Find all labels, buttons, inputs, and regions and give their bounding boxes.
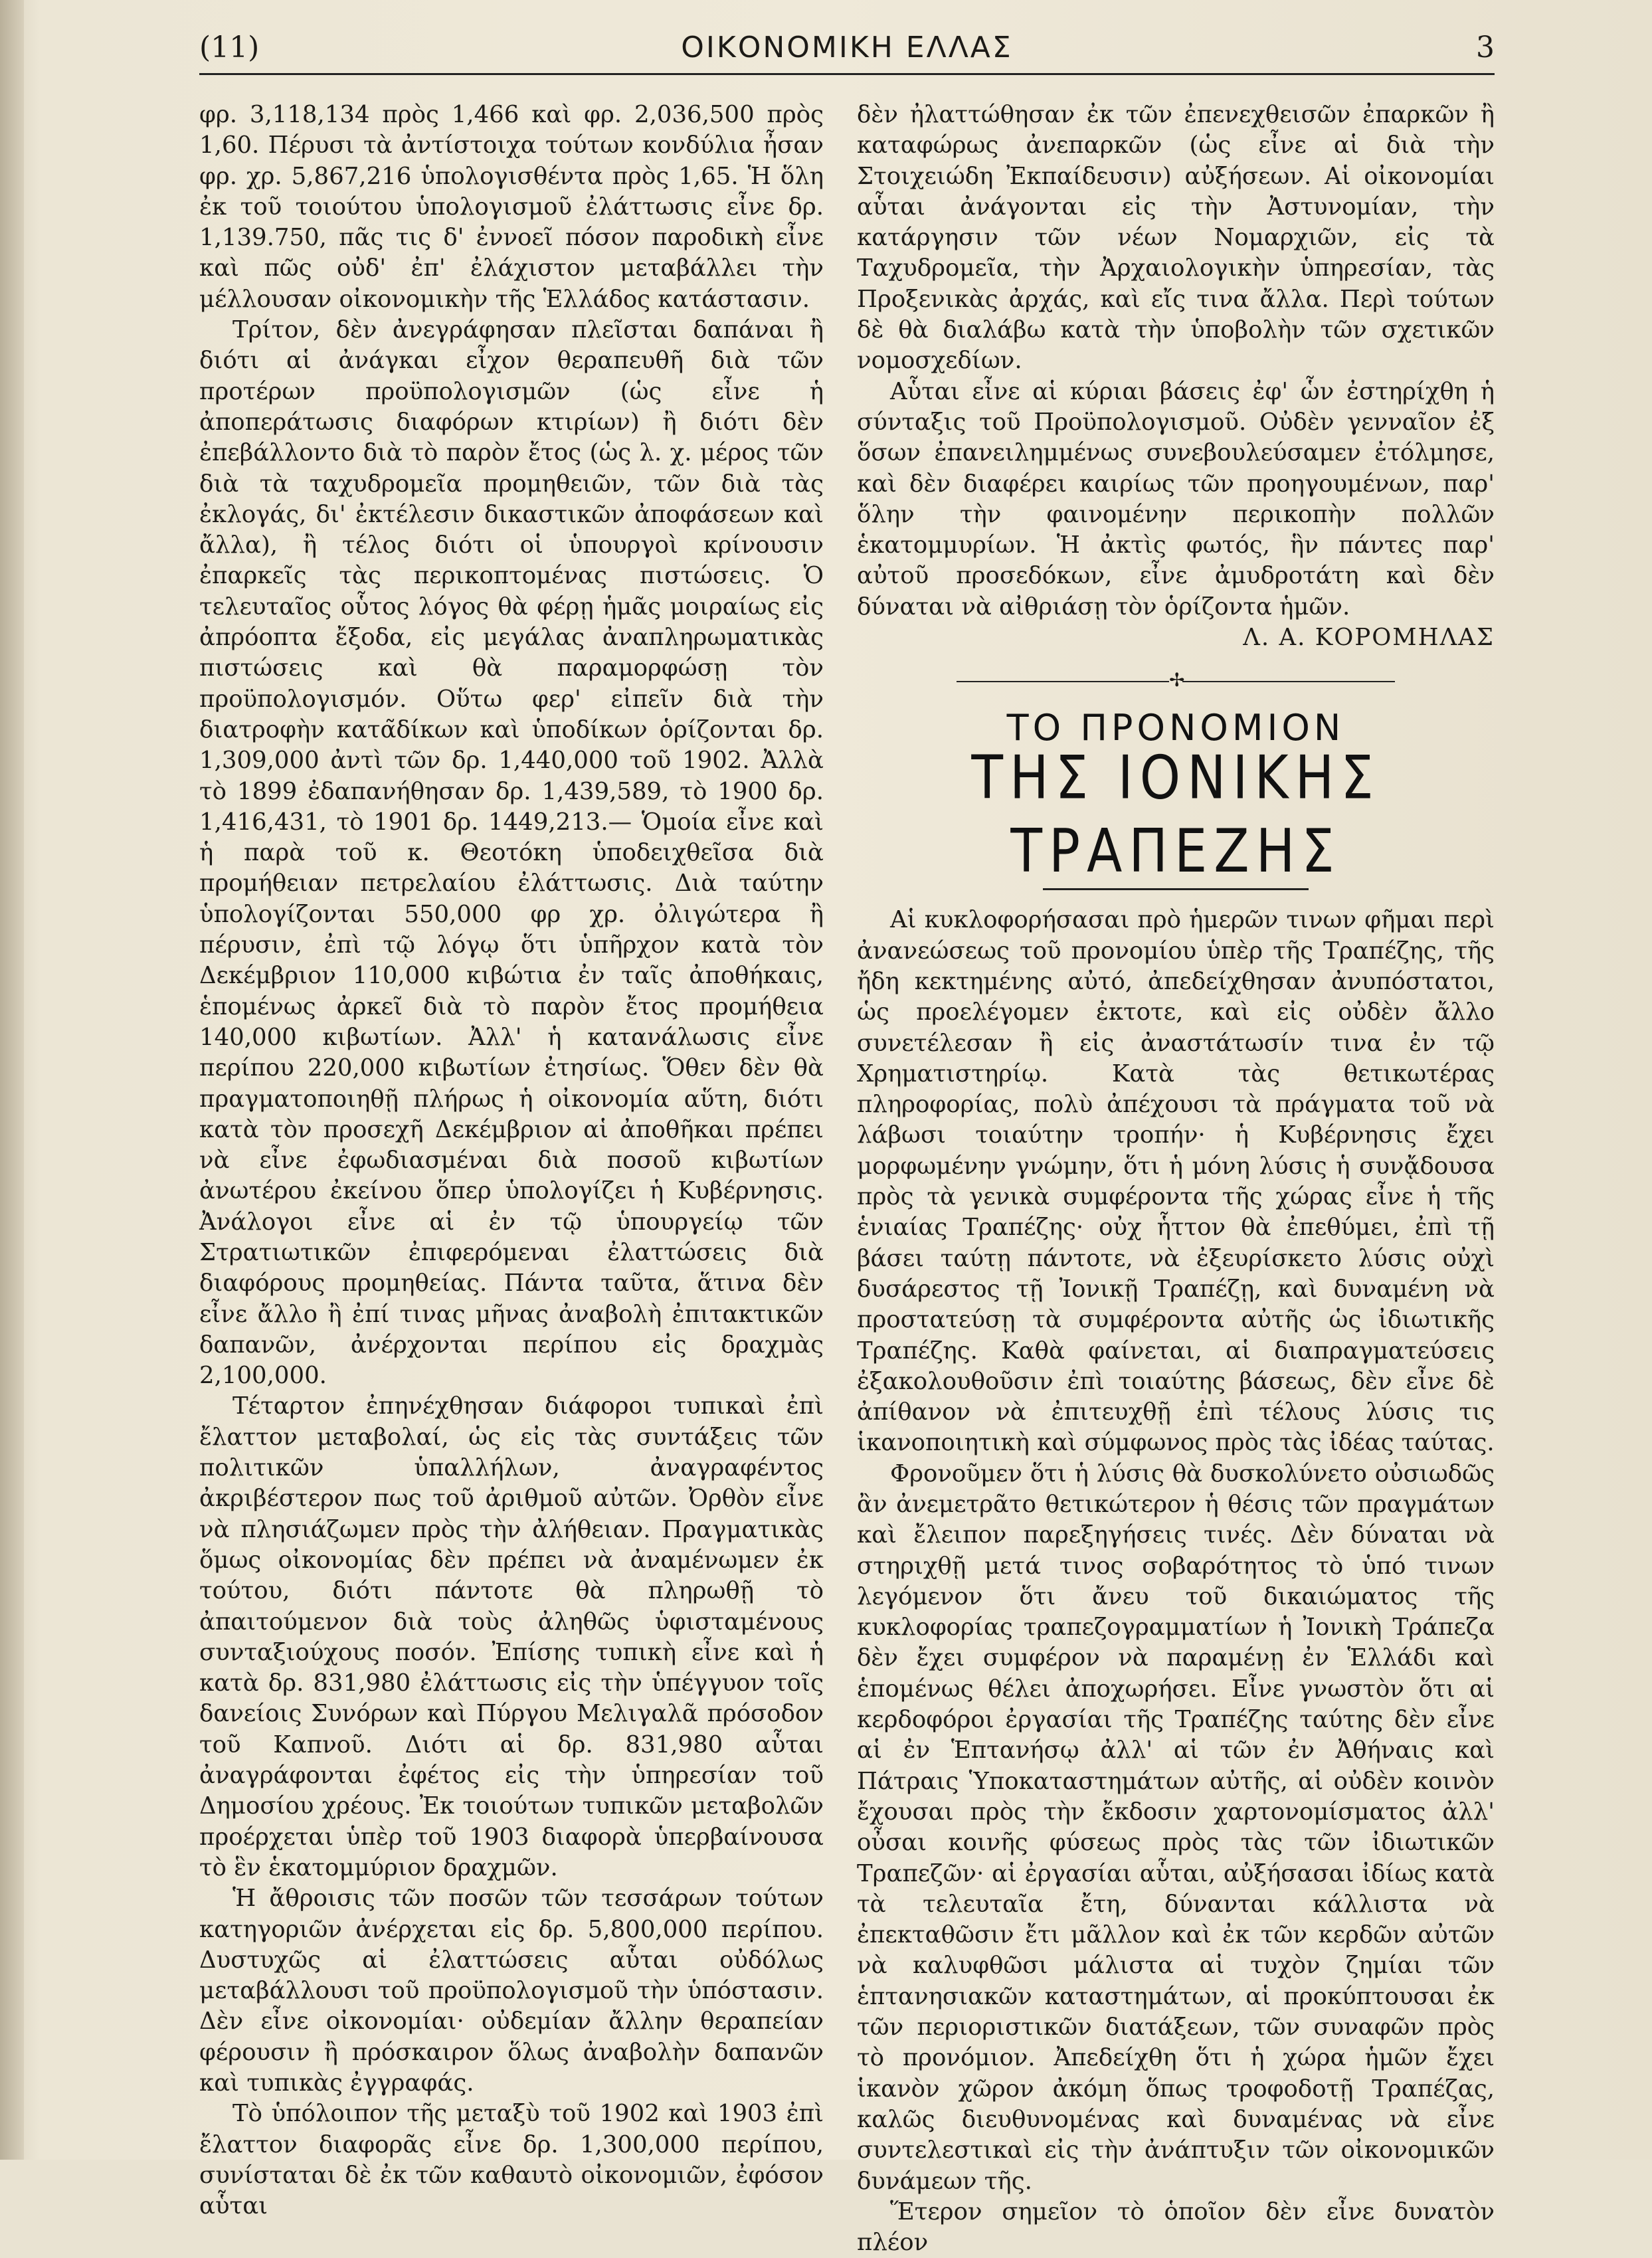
heading-rule xyxy=(1043,888,1309,890)
publication-title: ΟΙΚΟΝΟΜΙΚΗ ΕΛΛΑΣ xyxy=(681,31,1013,64)
left-paragraph: φρ. 3,118,134 πρὸς 1,466 καὶ φρ. 2,036,500 πρὸς 1,60. Πέρυσι τὰ ἀντίστοιχα τούτων κονδύλια ἦσαν φρ. χρ. 5,867,216 ὑπολογισθέντα πρὸς 1,65. Ἡ ὅλη ἐκ τοῦ τοιούτου ὑπολογισμοῦ ἐλάττωσις εἶνε δρ. 1,139.750, πᾶς τις δ' ἐννοεῖ πόσον παροδικὴ εἶνε καὶ πῶς οὐδ' ἐπ' ἐλάχιστον μεταβάλλει τὴν μέλλουσαν οἰκονομικὴν τῆς Ἑλλάδος κατάστασιν. xyxy=(199,101,824,313)
left-paragraph: Τὸ ὑπόλοιπον τῆς μεταξὺ τοῦ 1902 καὶ 1903 ἐπὶ ἔλαττον διαφορᾶς εἶνε δρ. 1,300,000 περίπου, συνίσταται δὲ ἐκ τῶν καθαυτὸ οἰκονομιῶν, ἐφόσον αὗται xyxy=(199,2100,824,2220)
right-paragraph: δὲν ἠλαττώθησαν ἐκ τῶν ἐπενεχθεισῶν ἐπαρκῶν ἢ καταφώρως ἀνεπαρκῶν (ὡς εἶνε αἱ διὰ τὴν Στοιχειώδη Ἐκπαίδευσιν) αὐξήσεων. Αἱ οἰκονομίαι αὗται ἀνάγονται εἰς τὴν Ἀστυνομίαν, τὴν κατάργησιν τῶν νέων Νομαρχιῶν, εἰς τὰ Ταχυδρομεῖα, τὴν Ἀρχαιολογικὴν ὑπηρεσίαν, τὰς Προξενικὰς ἀρχάς, καὶ εἴς τινα ἄλλα. Περὶ τούτων δὲ θὰ διαλάβω κατὰ τὴν ὑποβολὴν τῶν σχετικῶν νομοσχεδίων. xyxy=(857,101,1495,375)
left-paragraph: Τρίτον, δὲν ἀνεγράφησαν πλεῖσται δαπάναι ἢ διότι αἱ ἀνάγκαι εἶχον θεραπευθῆ διὰ τῶν προτέρων προϋπολογισμῶν (ὡς εἶνε ἡ ἀποπεράτωσις διαφόρων κτιρίων) ἢ διότι δὲν ἐπεβάλλοντο διὰ τὸ παρὸν ἔτος (ὡς λ. χ. μέρος τῶν διὰ τὰ ταχυδρομεῖα προμηθειῶν, τῶν διὰ τὰς ἐκλογάς, δι' ἐκτέλεσιν δικαστικῶν ἀποφάσεων καὶ ἄλλα), ἢ τέλος διότι οἱ ὑπουργοὶ κρίνουσιν ἐπαρκεῖς τὰς περικοπτομένας πιστώσεις. Ὁ τελευταῖος οὗτος λόγος θὰ φέρῃ ἡμᾶς μοιραίως εἰς ἀπρόοπτα ἔξοδα, εἰς μεγάλας ἀναπληρωματικὰς πιστώσεις καὶ θὰ παραμορφώσῃ τὸν προϋπολογισμόν. Οὕτω φερ' εἰπεῖν διὰ τὴν διατροφὴν κατα̃δίκων καὶ ὑποδίκων ὁρίζονται δρ. 1,309,000 ἀντὶ τῶν δρ. 1,440,000 τοῦ 1902. Ἀλλὰ τὸ 1899 ἐδαπανήθησαν δρ. 1,439,589, τὸ 1900 δρ. 1,416,431, τὸ 1901 δρ. 1449,213.— Ὁμοία εἶνε καὶ ἡ παρὰ τοῦ κ. Θεοτόκη ὑποδειχθεῖσα διὰ προμήθειαν πετρελαίου ἐλάττωσις. Διὰ ταύτην ὑπολογίζονται 550,000 φρ χρ. ὀλιγώτερα ἢ πέρυσιν, ἐπὶ τῷ λόγῳ ὅτι ὑπῆρχον κατὰ τὸν Δεκέμβριον 110,000 κιβώτια ἐν ταῖς ἀποθήκαις, ἑπομένως ἀρκεῖ διὰ τὸ παρὸν ἔτος προμήθεια 140,000 κιβωτίων. Ἀλλ' ἡ κατανάλωσις εἶνε περίπου 220,000 κιβωτίων ἐτησίως. Ὅθεν δὲν θὰ πραγματοποιηθῇ πλήρως ἡ οἰκονομία αὕτη, διότι κατὰ τὸν προσεχῆ Δεκέμβριον αἱ ἀποθῆκαι πρέπει νὰ εἶνε ἐφωδιασμέναι διὰ ποσοῦ κιβωτίων ἀνωτέρου ἐκείνου ὅπερ ὑπολογίζει ἡ Κυβέρνησις. Ἀνάλογοι εἶνε αἱ ἐν τῷ ὑπουργείῳ τῶν Στρατιωτικῶν ἐπιφερόμεναι ἐλαττώσεις διὰ διαφόρους προμηθείας. Πάντα ταῦτα, ἅτινα δὲν εἶνε ἄλλο ἢ ἐπί τινας μῆνας ἀναβολὴ ἐπιτακτικῶν δαπανῶν, ἀνέρχονται περίπου εἰς δραχμὰς 2,100,000. xyxy=(199,316,824,1390)
author-signature: Λ. Α. ΚΟΡΟΜΗΛΑΣ xyxy=(1243,624,1495,652)
article-heading-small: ΤΟ ΠΡΟΝΟΜΙΟΝ xyxy=(1006,707,1345,749)
left-paragraph: Τέταρτον ἐπηνέχθησαν διάφοροι τυπικαὶ ἐπὶ ἔλαττον μεταβολαί, ὡς εἰς τὰς συντάξεις τῶν πολιτικῶν ὑπαλλήλων, ἀναγραφέντος ἀκριβέστερον πως τοῦ ἀριθμοῦ αὐτῶν. Ὀρθὸν εἶνε νὰ πλησιάζωμεν πρὸς τὴν ἀλήθειαν. Πραγματικὰς ὅμως οἰκονομίας δὲν πρέπει νὰ ἀναμένωμεν ἐκ τούτου, διότι πάντοτε θὰ πληρωθῇ τὸ ἀπαιτούμενον διὰ τοὺς ἀληθῶς ὑφισταμένους συνταξιούχους ποσόν. Ἐπίσης τυπικὴ εἶνε καὶ ἡ κατὰ δρ. 831,980 ἐλάττωσις εἰς τὴν ὑπέγγυον τοῖς δανείοις Συνόρων καὶ Πύργου Μελιγαλᾶ πρόσοδον τοῦ Καπνοῦ. Διότι αἱ δρ. 831,980 αὗται ἀναγράφονται ἐφέτος εἰς τὴν ὑπηρεσίαν τοῦ Δημοσίου χρέους. Ἐκ τοιούτων τυπικῶν μεταβολῶν προέρχεται ὑπὲρ τοῦ 1903 διαφορὰ ὑπερβαίνουσα τὸ ἓν ἑκατομμύριον δραχμῶν. xyxy=(199,1392,824,1881)
left-column xyxy=(199,100,824,2221)
right-paragraph: Αὗται εἶνε αἱ κύριαι βάσεις ἐφ' ὧν ἐστηρίχθη ἡ σύνταξις τοῦ Προϋπολογισμοῦ. Οὐδὲν γενναῖον ἐξ ὅσων ἐπανειλημμένως συνεβουλεύσαμεν ἐτόλμησε, καὶ δὲν διαφέρει καιρίως τῶν προηγουμένων, παρ' ὅλην τὴν φαινομένην περικοπὴν πολλῶν ἑκατομμυρίων. Ἡ ἀκτὶς φωτός, ἣν πάντες παρ' αὐτοῦ προσεδόκων, εἶνε ἀμυδροτάτη καὶ δὲν δύναται νὰ αἰθριάσῃ τὸν ὁρίζοντα ἡμῶν. xyxy=(857,377,1495,620)
article-paragraph: Φρονοῦμεν ὅτι ἡ λύσις θὰ δυσκολύνετο οὐσιωδῶς ἂν ἀνεμετρᾶτο θετικώτερον ἡ θέσις τῶν πραγμάτων καὶ ἔλειπον παρεξηγήσεις τινές. Δὲν δύναται νὰ στηριχθῇ μετά τινος σοβαρότητος τὸ ὑπό τινων λεγόμενον ὅτι ἄνευ τοῦ δικαιώματος τῆς κυκλοφορίας τραπεζογραμματίων ἡ Ἰονικὴ Τράπεζα δὲν ἔχει συμφέρον νὰ παραμένῃ ἐν Ἑλλάδι καὶ ἑπομένως θέλει ἀποχωρήσει. Εἶνε γνωστὸν ὅτι αἱ κερδοφόροι ἐργασίαι τῆς Τραπέζης ταύτης δὲν εἶνε αἱ ἐν Ἑπτανήσῳ ἀλλ' αἱ τῶν ἐν Ἀθήναις καὶ Πάτραις Ὑποκαταστημάτων αὐτῆς, αἱ οὐδὲν κοινὸν ἔχουσαι πρὸς τὴν ἔκδοσιν χαρτονομίσματος ἀλλ' οὖσαι κοινῆς φύσεως πρὸς τὰς τῶν ἰδιωτικῶν Τραπεζῶν· αἱ ἐργασίαι αὗται, αὐξήσασαι ἰδίως κατὰ τὰ τελευταῖα ἔτη, δύνανται κάλλιστα νὰ ἐπεκταθῶσιν ἔτι μᾶλλον καὶ ἐκ τῶν κερδῶν αὐτῶν νὰ καλυφθῶσι μάλιστα αἱ τυχὸν ζημίαι τῶν ἑπτανησιακῶν καταστημάτων, αἱ προκύπτουσαι ἐκ τῶν περιοριστικῶν διατάξεων, τῶν συναφῶν πρὸς τὸ προνόμιον. Ἀπεδείχθη ὅτι ἡ χώρα ἡμῶν ἔχει ἱκανὸν χῶρον ἀκόμη ὅπως τροφοδοτῇ Τραπέζας, καλῶς διευθυνομένας καὶ δυναμένας νὰ εἶνε συντελεστικαὶ εἰς τὴν ἀνάπτυξιν τῶν οἰκονομικῶν δυνάμεων τῆς. xyxy=(857,1459,1495,2195)
page-header xyxy=(199,27,1495,75)
right-column xyxy=(857,100,1495,2258)
article-paragraph: Ἕτερον σημεῖον τὸ ὁποῖον δὲν εἶνε δυνατὸν πλέον xyxy=(857,2198,1495,2257)
article-heading-big: ΤΗΣ ΙΟΝΙΚΗΣ ΤΡΑΠΕΖΗΣ xyxy=(971,744,1380,887)
section-divider xyxy=(857,666,1495,697)
ornament-icon: ✢ xyxy=(1169,669,1185,692)
page-binding-edge xyxy=(0,0,24,2160)
article-paragraph: Αἱ κυκλοφορήσασαι πρὸ ἡμερῶν τινων φῆμαι περὶ ἀνανεώσεως τοῦ προνομίου ὑπὲρ τῆς Τραπέζης, τῆς ἤδη κεκτημένης αὐτό, ἀπεδείχθησαν ἀνυπόστατοι, ὡς προελέγομεν ἐκτοτε, καὶ εἰς οὐδὲν ἄλλο συνετέλεσαν ἢ εἰς ἀναστάτωσίν τινα ἐν τῷ Χρηματιστηρίῳ. Κατὰ τὰς θετικωτέρας πληροφορίας, πολὺ ἀπέχουσι τὰ πράγματα τοῦ νὰ λάβωσι τοιαύτην τροπήν· ἡ Κυβέρνησις ἔχει μορφωμένην γνώμην, ὅτι ἡ μόνη λύσις ἡ συνᾄδουσα πρὸς τὰ γενικὰ συμφέροντα τῆς χώρας εἶνε ἡ τῆς ἑνιαίας Τραπέζης· οὐχ ἧττον θὰ ἐπεθύμει, ἐπὶ τῇ βάσει ταύτῃ πάντοτε, νὰ ἐξευρίσκετο λύσις οὐχὶ δυσάρεστος τῇ Ἰονικῇ Τραπέζῃ, καὶ δυναμένη νὰ προστατεύσῃ τὰ συμφέροντα αὐτῆς ὡς ἰδιωτικῆς Τραπέζης. Καθὰ φαίνεται, αἱ διαπραγματεύσεις ἐξακολουθοῦσιν ἐπὶ τοιαύτης βάσεως, δὲν εἶνε δὲ ἀπίθανον νὰ ἐπιτευχθῇ ἐπὶ τέλους λύσις τις ἱκανοποιητικὴ καὶ σύμφωνος πρὸς τὰς ἰδέας ταύτας. xyxy=(857,906,1495,1457)
issue-number: (11) xyxy=(199,31,260,64)
page-number: 3 xyxy=(1476,31,1495,64)
left-paragraph: Ἡ ἄθροισις τῶν ποσῶν τῶν τεσσάρων τούτων κατηγοριῶν ἀνέρχεται εἰς δρ. 5,800,000 περίπου. Δυστυχῶς αἱ ἐλαττώσεις αὗται οὐδόλως μεταβάλλουσι τοῦ προϋπολογισμοῦ τὴν ὑπόστασιν. Δὲν εἶνε οἰκονομίαι· οὐδεμίαν ἄλλην θεραπείαν φέρουσιν ἢ πρόσκαιρον ὅλως ἀναβολὴν δαπανῶν καὶ τυπικὰς ἐγγραφάς. xyxy=(199,1885,824,2097)
